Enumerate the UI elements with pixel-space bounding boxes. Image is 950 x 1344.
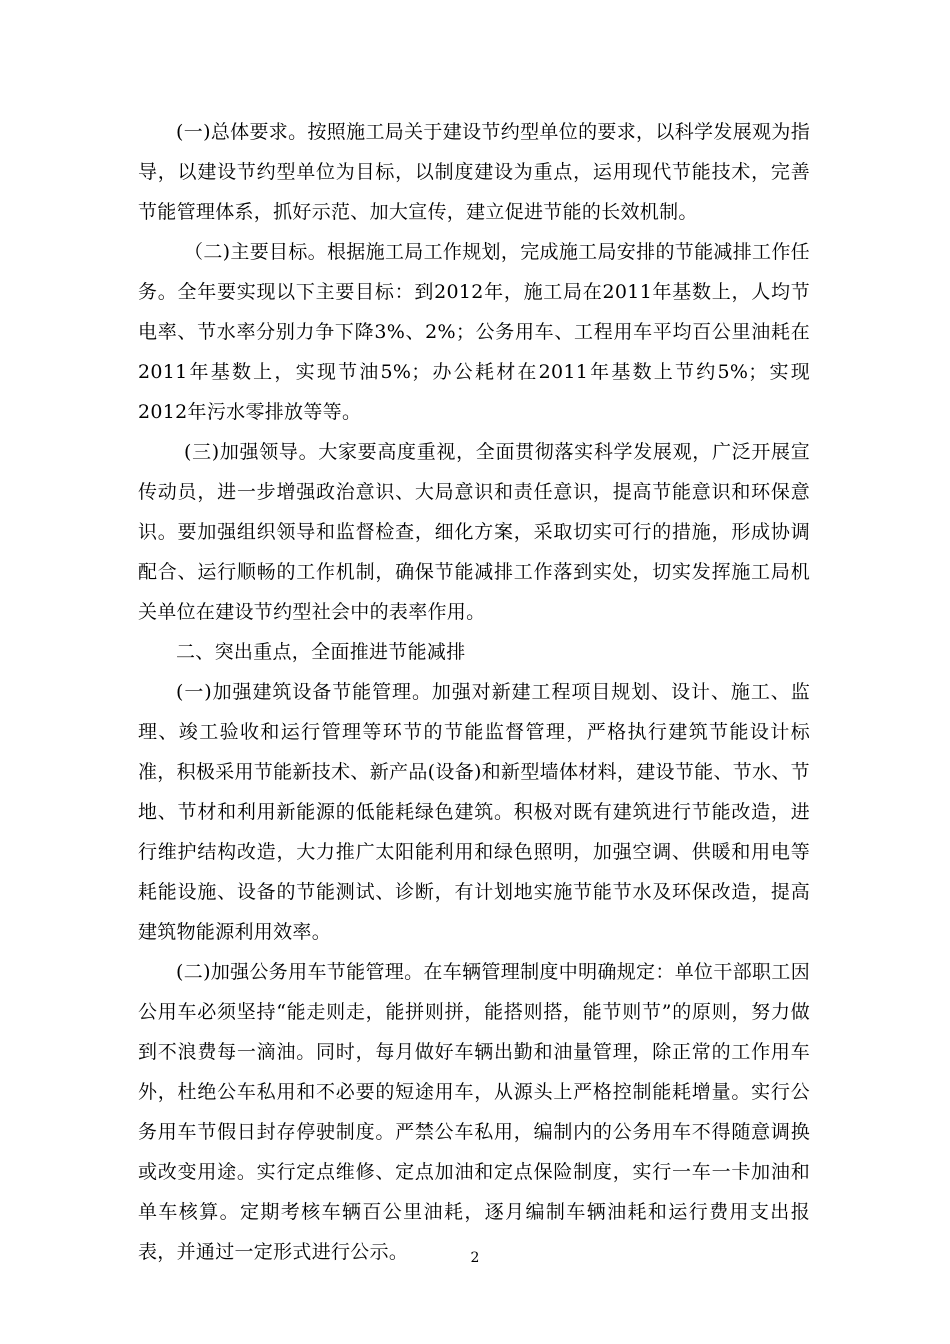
page-number: 2 (470, 1250, 480, 1266)
section-heading-key-points: 二、突出重点，全面推进节能减排 (176, 641, 466, 663)
paragraph-building-equipment: (一)加强建筑设备节能管理。加强对新建工程项目规划、设计、施工、监理、竣工验收和运行管理等环节的节能监督管理，严格执行建筑节能设计标准，积极采用节能新技术、新产品(设备)和新型墙体材料，建设节能、节水、节地、节材和利用新能源的低能耗绿色建筑。积极对既有建筑进行节能改造，进行维护结构改造，大力推广太阳能利用和绿色照明，加强空调、供暖和用电等耗能设施、设备的节能测试、诊断，有计划地实施节能节水及环保改造，提高建筑物能源利用效率。 (138, 681, 810, 943)
paragraph-general-requirements: (一)总体要求。按照施工局关于建设节约型单位的要求，以科学发展观为指导，以建设节约型单位为目标，以制度建设为重点，运用现代节能技术，完善节能管理体系，抓好示范、加大宣传，建立促进节能的长效机制。 (138, 121, 810, 223)
paragraph-official-vehicles: (二)加强公务用车节能管理。在车辆管理制度中明确规定：单位干部职工因公用车必须坚持“能走则走，能拼则拼，能搭则搭，能节则节”的原则，努力做到不浪费每一滴油。同时，每月做好车辆出勤和油量管理，除正常的工作用车外，杜绝公车私用和不必要的短途用车，从源头上严格控制能耗增量。实行公务用车节假日封存停驶制度。严禁公车私用，编制内的公务用车不得随意调换或改变用途。实行定点维修、定点加油和定点保险制度，实行一车一卡加油和单车核算。定期考核车辆百公里油耗，逐月编制车辆油耗和运行费用支出报表，并通过一定形式进行公示。 (138, 961, 810, 1263)
document-body (138, 112, 810, 1272)
paragraph-main-targets: （二)主要目标。根据施工局工作规划，完成施工局安排的节能减排工作任务。全年要实现以下主要目标：到2012年，施工局在2011年基数上，人均节电率、节水率分别力争下降3%、2%；公务用车、工程用车平均百公里油耗在2011年基数上，实现节油5%；办公耗材在2011年基数上节约5%；实现2012年污水零排放等等。 (138, 241, 810, 423)
paragraph-strengthen-leadership: (三)加强领导。大家要高度重视，全面贯彻落实科学发展观，广泛开展宣传动员，进一步增强政治意识、大局意识和责任意识，提高节能意识和环保意识。要加强组织领导和监督检查，细化方案，采取切实可行的措施，形成协调配合、运行顺畅的工作机制，确保节能减排工作落到实处，切实发挥施工局机关单位在建设节约型社会中的表率作用。 (138, 441, 810, 623)
